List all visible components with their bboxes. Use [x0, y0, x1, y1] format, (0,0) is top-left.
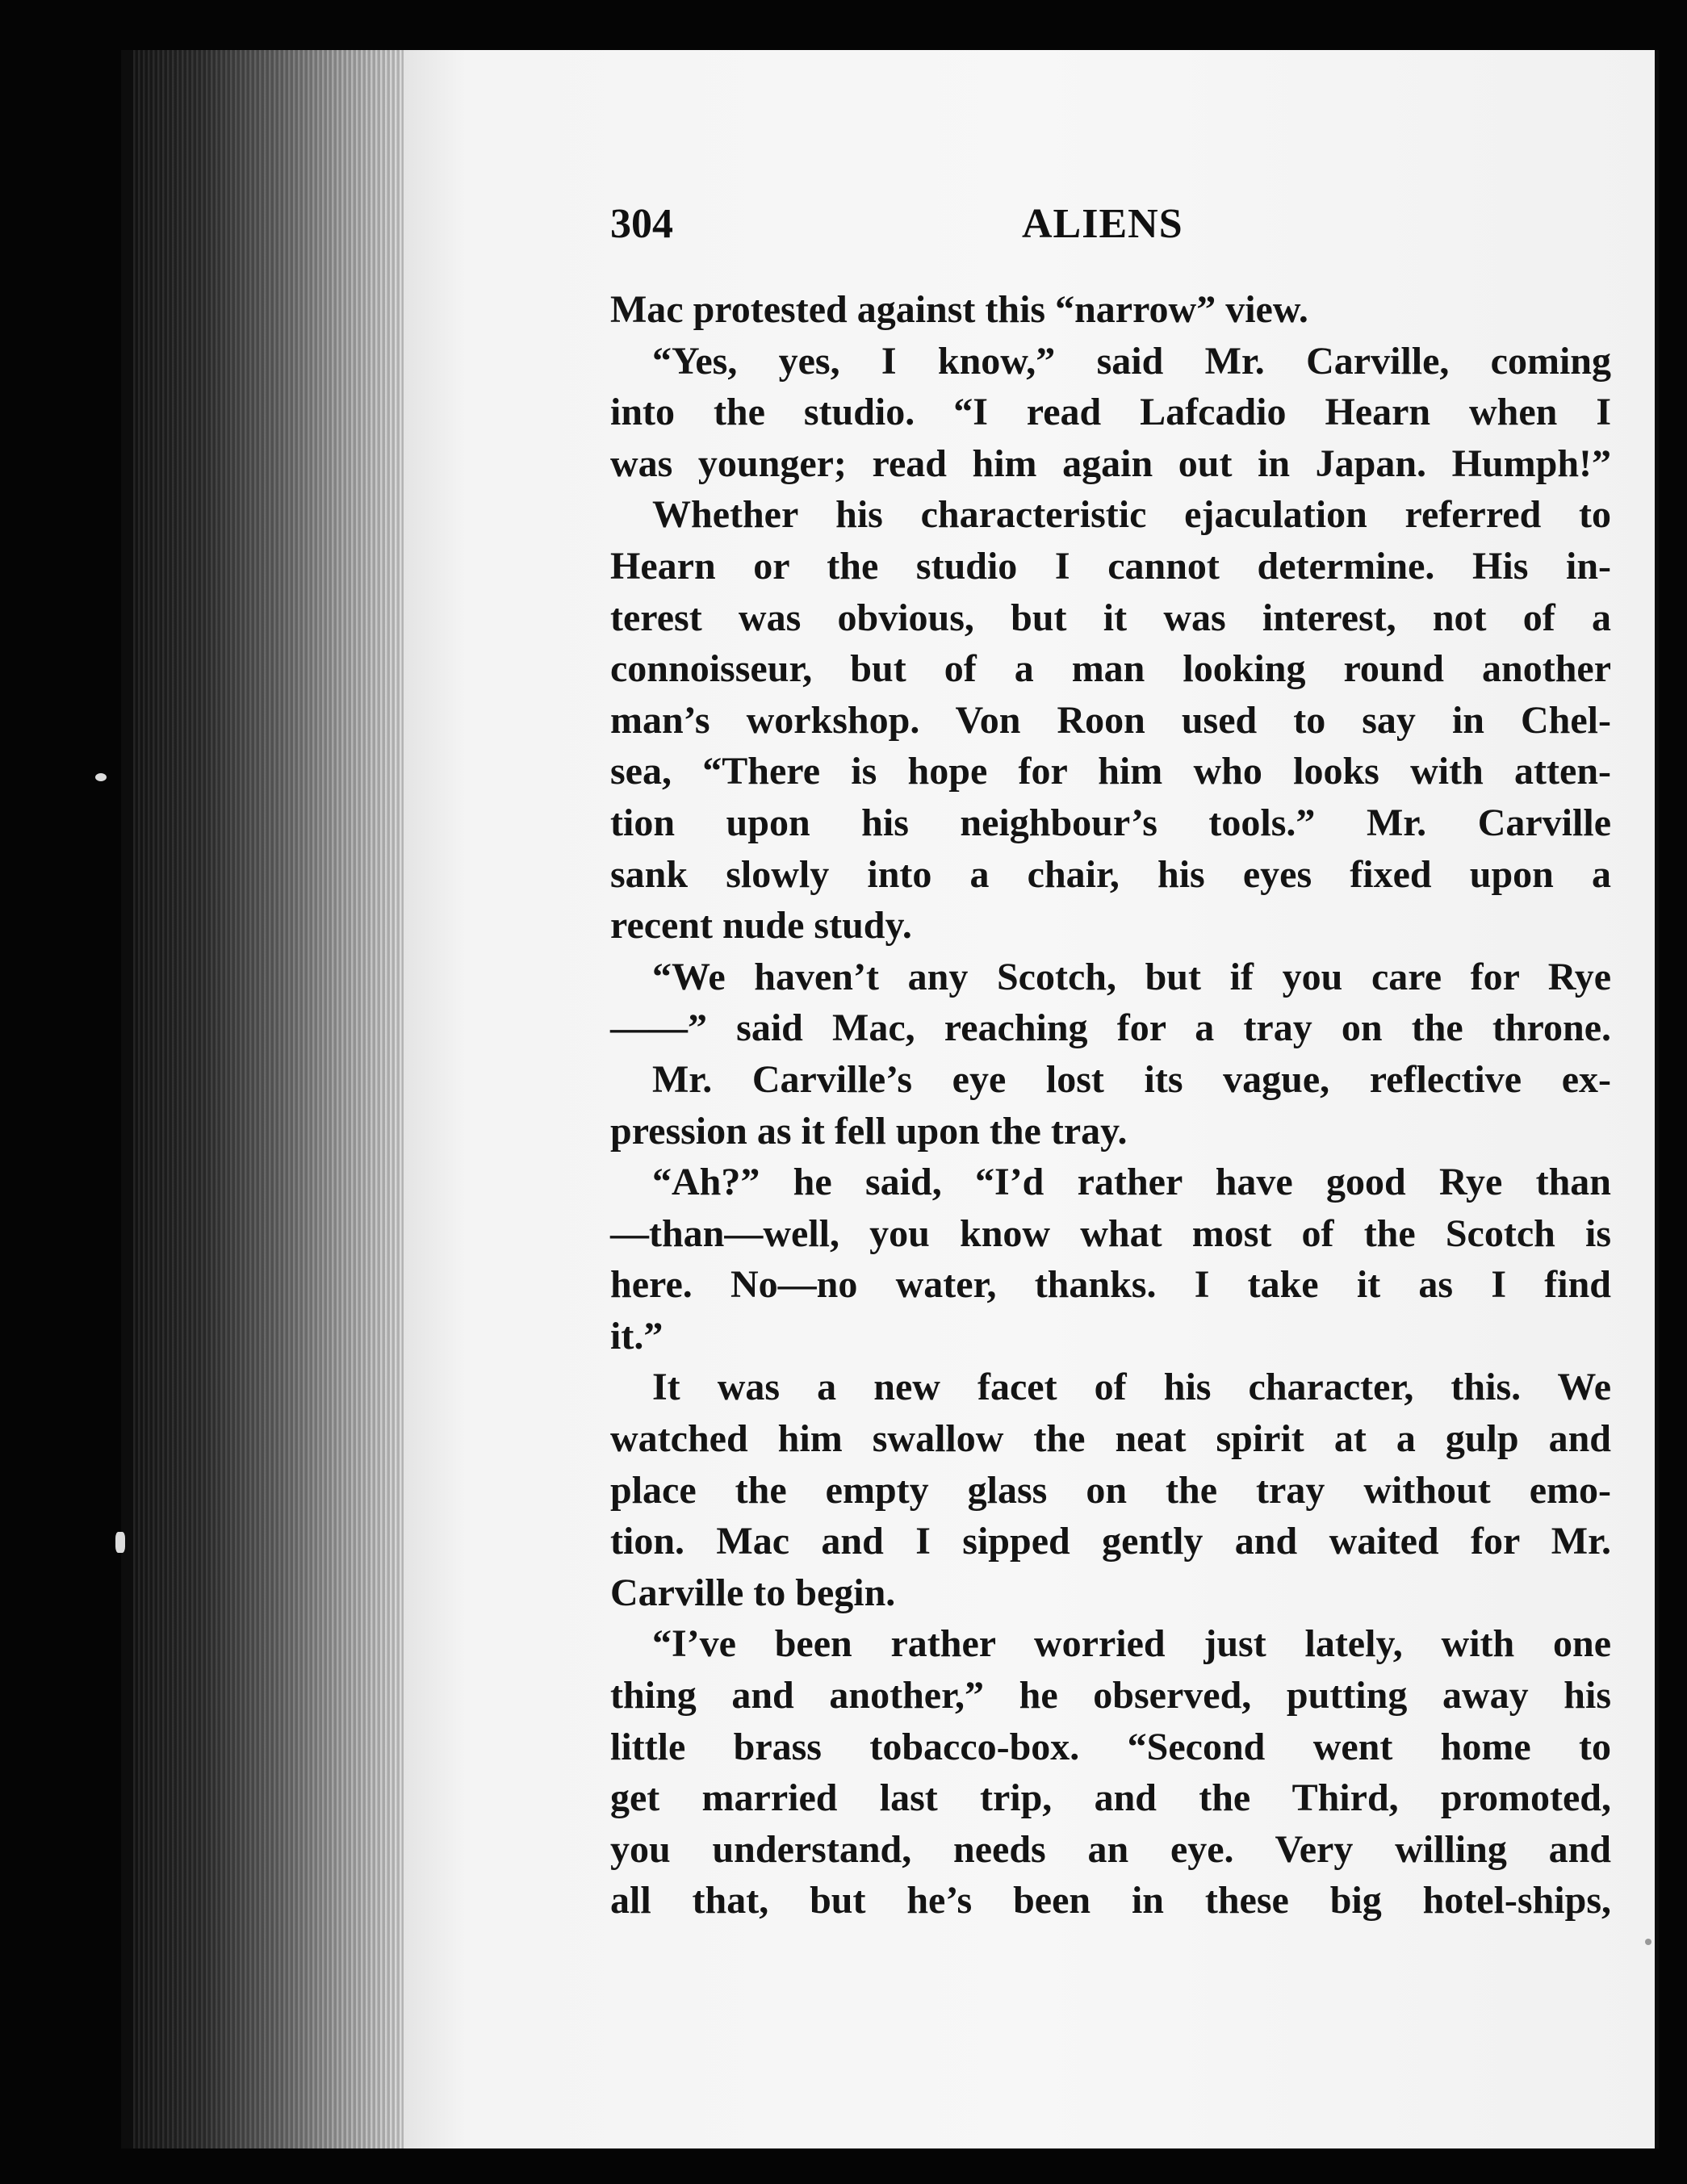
text-line: “I’ve been rather worried just lately, with one: [652, 1622, 1611, 1666]
text-line: was younger; read him again out in Japan. Humph!”: [610, 441, 1611, 485]
text-line: it.”: [610, 1314, 663, 1358]
text-line: It was a new facet of his character, this. We: [652, 1366, 1611, 1409]
page-edges: [133, 50, 404, 2148]
text-line: into the studio. “I read Lafcadio Hearn when I: [610, 391, 1611, 434]
text-line: Mac protested against this “narrow” view.: [610, 288, 1308, 331]
text-line: pression as it fell upon the tray.: [610, 1109, 1128, 1153]
text-line: you understand, needs an eye. Very willing and: [610, 1827, 1611, 1871]
text-line: here. No—no water, thanks. I take it as I find: [610, 1263, 1611, 1307]
text-line: Whether his characteristic ejaculation referred to: [652, 493, 1611, 537]
text-line: sank slowly into a chair, his eyes fixed upon a: [610, 852, 1611, 896]
text-line: tion. Mac and I sipped gently and waited for Mr.: [610, 1520, 1611, 1563]
text-line: sea, “There is hope for him who looks with atten-: [610, 750, 1611, 793]
text-line: Carville to begin.: [610, 1571, 896, 1614]
text-line: place the empty glass on the tray without emo-: [610, 1468, 1611, 1512]
text-line: “We haven’t any Scotch, but if you care for Rye: [652, 955, 1611, 998]
text-line: “Yes, yes, I know,” said Mr. Carville, coming: [652, 339, 1611, 383]
text-line: Mr. Carville’s eye lost its vague, reflective ex-: [652, 1057, 1611, 1101]
body-text: [610, 284, 1611, 1927]
page-header: [610, 200, 1611, 257]
running-head: ALIENS: [1022, 201, 1183, 247]
text-line: tion upon his neighbour’s tools.” Mr. Carville: [610, 801, 1611, 844]
text-line: watched him swallow the neat spirit at a gulp and: [610, 1417, 1611, 1461]
dust-speck: [95, 773, 107, 781]
text-line: man’s workshop. Von Roon used to say in Chel-: [610, 698, 1611, 742]
text-line: recent nude study.: [610, 904, 912, 948]
text-line: get married last trip, and the Third, promoted,: [610, 1776, 1611, 1820]
text-line: little brass tobacco-box. “Second went home to: [610, 1725, 1611, 1768]
text-line: ——” said Mac, reaching for a tray on the throne.: [610, 1006, 1611, 1050]
text-line: “Ah?” he said, “I’d rather have good Rye than: [652, 1161, 1611, 1204]
dust-speck: [1645, 1939, 1651, 1945]
text-line: connoisseur, but of a man looking round another: [610, 647, 1611, 691]
text-line: Hearn or the studio I cannot determine. His in-: [610, 544, 1611, 588]
text-line: all that, but he’s been in these big hotel-ships,: [610, 1879, 1611, 1923]
dust-speck: [115, 1532, 125, 1553]
text-line: terest was obvious, but it was interest, not of a: [610, 596, 1611, 639]
text-line: thing and another,” he observed, putting away his: [610, 1674, 1611, 1717]
page-number: 304: [610, 201, 673, 247]
text-line: —than—well, you know what most of the Scotch is: [610, 1211, 1611, 1255]
